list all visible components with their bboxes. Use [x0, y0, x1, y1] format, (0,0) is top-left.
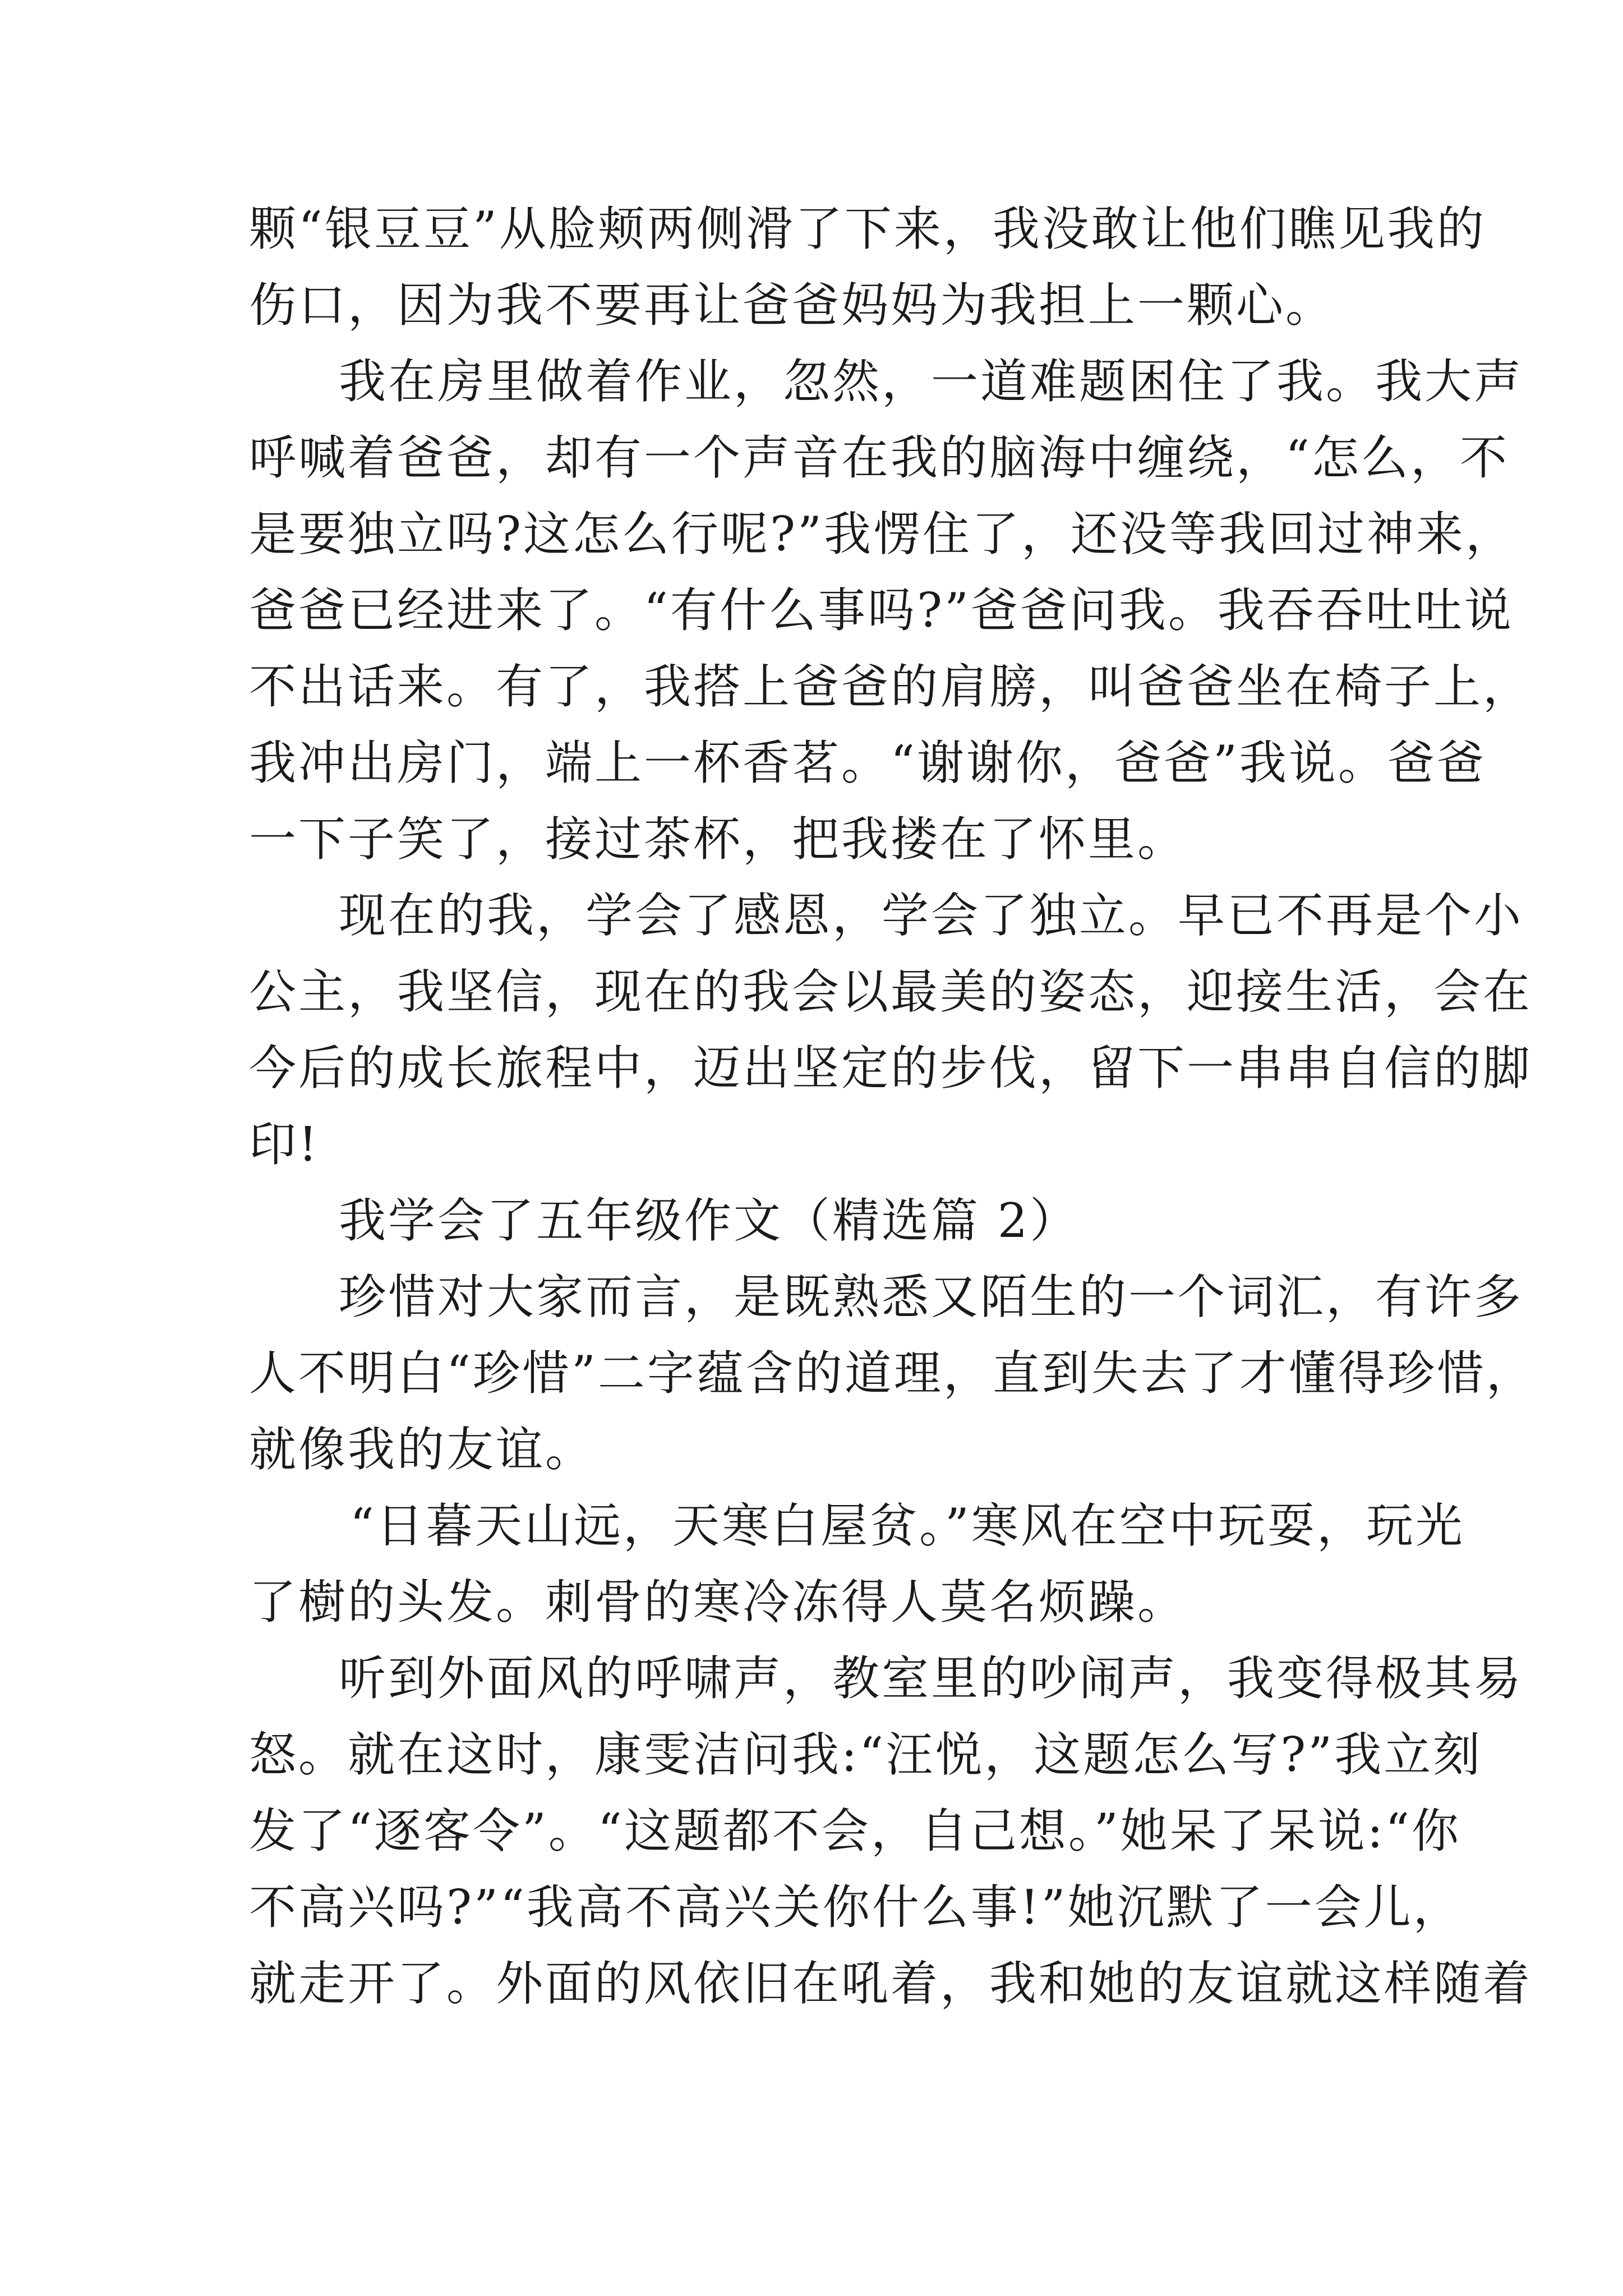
text-line: 伤口，因为我不要再让爸爸妈妈为我担上一颗心。 — [249, 278, 1335, 333]
text-line: 不高兴吗?”“我高不高兴关你什么事!”她沉默了一会儿， — [249, 1880, 1463, 1935]
section-heading: 我学会了五年级作文（精选篇 2） — [339, 1193, 1080, 1248]
text-line: 印! — [249, 1117, 320, 1172]
text-line: 我冲出房门，端上一杯香茗。“谢谢你，爸爸”我说。爸爸 — [249, 735, 1486, 790]
document-body — [249, 191, 1536, 2022]
paragraph-start-line: 现在的我，学会了感恩，学会了独立。早已不再是个小 — [339, 888, 1524, 943]
text-line: 今后的成长旅程中，迈出坚定的步伐，留下一串串自信的脚 — [249, 1041, 1533, 1096]
text-line: 一下子笑了，接过茶杯，把我搂在了怀里。 — [249, 812, 1187, 867]
text-line: 就像我的友谊。 — [249, 1422, 595, 1477]
text-line: 不出话来。有了，我搭上爸爸的肩膀，叫爸爸坐在椅子上， — [249, 659, 1533, 714]
text-line: 发了“逐客令”。“这题都不会，自己想。”她呆了呆说:“你 — [249, 1803, 1461, 1858]
paragraph-start-line: 我在房里做着作业，忽然，一道难题困住了我。我大声 — [339, 354, 1524, 409]
paragraph-start-line: “日暮天山远，天寒白屋贫。”寒风在空中玩耍，玩光 — [350, 1498, 1465, 1553]
text-line: 颗“银豆豆”从脸颊两侧滑了下来，我没敢让他们瞧见我的 — [249, 201, 1486, 256]
paragraph-start-line: 珍惜对大家而言，是既熟悉又陌生的一个词汇，有许多 — [339, 1269, 1524, 1324]
paragraph-start-line: 听到外面风的呼啸声，教室里的吵闹声，我变得极其易 — [339, 1651, 1524, 1706]
text-line: 呼喊着爸爸，却有一个声音在我的脑海中缠绕，“怎么，不 — [249, 430, 1509, 485]
text-line: 就走开了。外面的风依旧在吼着，我和她的友谊就这样随着 — [249, 1956, 1533, 2011]
text-line: 公主，我坚信，现在的我会以最美的姿态，迎接生活，会在 — [249, 964, 1533, 1019]
text-line: 是要独立吗?这怎么行呢?”我愣住了，还没等我回过神来， — [249, 507, 1515, 562]
text-line: 人不明白“珍惜”二字蕴含的道理，直到失去了才懂得珍惜， — [249, 1346, 1536, 1401]
text-line: 了樹的头发。刺骨的寒冷冻得人莫名烦躁。 — [249, 1575, 1187, 1630]
text-line: 爸爸已经进来了。“有什么事吗?”爸爸问我。我吞吞吐吐说 — [249, 583, 1514, 638]
text-line: 怒。就在这时，康雯洁问我:“汪悦，这题怎么写?”我立刻 — [249, 1727, 1483, 1782]
